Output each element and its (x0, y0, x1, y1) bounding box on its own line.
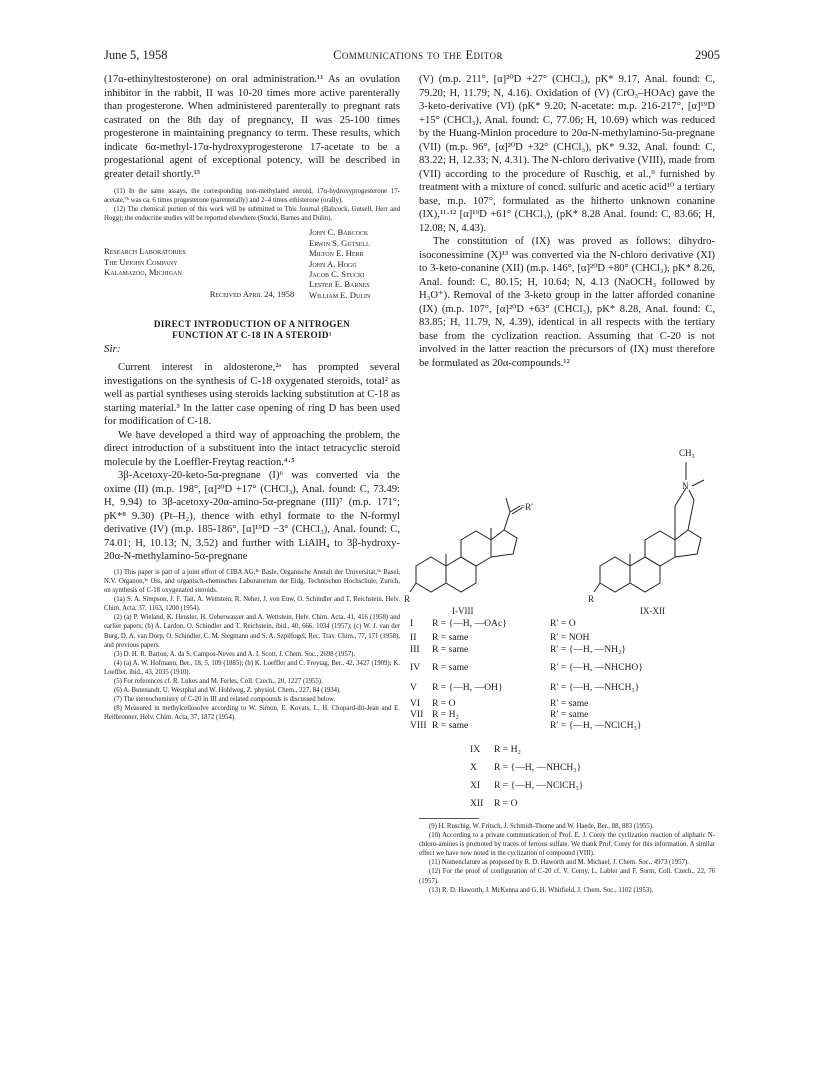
paragraph: We have developed a third way of approaching the problem, the direct introduction of a substituent into the intact tetracyclic steroid molecule by the Loeffler-Freytag reaction.⁴·⁵ (104, 429, 400, 468)
author-name: Erwin S. Gutsell (309, 237, 370, 248)
running-header-title: Communications to the Editor (333, 48, 503, 62)
footnote: (10) According to a private communication of Prof. E. J. Corey the cyclization reaction of aliphatic N-chloro-amines is promoted by traces of ferrous sulfate. We thank Prof. Corey for this information. A similar effect we have now noted in the cyclization of compound (VIII). (419, 832, 715, 858)
r-label: R (588, 594, 595, 604)
author-name: Jacob C. Stucki (309, 269, 365, 279)
author-name: Milton E. Herr (309, 248, 364, 259)
compound-number: II (410, 632, 417, 643)
left-column (104, 73, 400, 722)
compound-number: VI (410, 698, 421, 709)
page-number: 2905 (695, 48, 720, 62)
right-footnotes (419, 822, 715, 895)
r-label: R (404, 594, 411, 604)
compound-number: III (410, 644, 420, 655)
r-value: R = same (432, 662, 469, 673)
paragraph: The constitution of (IX) was proved as follows: dihydro-isoconessimine (X)¹³ was converted via the N-chloro derivative (XI) to 3-keto-conanine (XII) (m.p. 146°, [α]²⁰D +80° (CHCl₃), pK* 8.26, Anal. found: C, 80.15; H, 10.64; N, 4.13 (NaOCH₃ followed by H₃O⁺). Removal of the 3-keto group in the latter afforded conanine (IX) (m.p. 107°, [α]²⁰D +63° (CHCl₃), pK* 8.28, Anal. found: C, 83.85; H, 11.79, N, 4.39), identical in all respects with the tertiary base from the cyclization reaction. Assuming that C-20 is not involved in the latter reaction the precursors of (IX) must therefore be formulated as 20α-compounds.¹² (419, 236, 715, 369)
author-name: William E. Dulin (309, 289, 371, 300)
footnote: (11) Nomenclature as proposed by R. D. Haworth and M. Michael, J. Chem. Soc., 4973 (1957). (429, 859, 689, 867)
r-prime-label: =R′ (520, 502, 534, 512)
r-value: R = {—H, —NClCH₃} (494, 780, 584, 791)
footnote: (13) R. D. Haworth, J. McKenna and G. H. Whitfield, J. Chem. Soc., 1102 (1953). (429, 886, 654, 894)
r-prime-value: R′ = same (550, 698, 589, 709)
r-value: R = O (432, 698, 456, 709)
footnote: (4) (a) A. W. Hofmann, Ber., 18, 5, 109 (1885); (b) K. Loeffler and C. Freytag, Ber., 42, 3427 (1909); K. Loeffler, ibid., 43, 2035 (1910). (104, 659, 400, 676)
footnote: (2) (a) P. Wieland, K. Heusler, H. Ueberwasser and A. Wettstein, Helv. Chim. Acta, 41, 416 (1958) and earlier papers; (b) A. Lardon, O. Schindler and T. Reichstein, ibid., 40, 666, 1034 (1957); (c) W. J. van der Burg, D. A. van Dorp, O. Schindler, C. M. Siegmann and S. A. Szpilfogel, Rec. Trav. Chim., 77, 171 (1958), and previous papers. (104, 614, 400, 649)
substituent-table (410, 618, 720, 818)
article-title-line: FUNCTION AT C-18 IN A STEROID¹ (172, 330, 332, 341)
steroid-structure-figure (404, 434, 724, 644)
r-prime-value: R′ = {—H, —NHCHO} (550, 662, 643, 673)
compound-number: X (470, 762, 477, 773)
r-value: R = H₂ (494, 744, 521, 755)
r-prime-value: R′ = O (550, 618, 576, 629)
footnote: (3) D. H. R. Barton, A. da S. Campos-Neves and A. I. Scott, J. Chem. Soc., 2698 (1957). (114, 650, 356, 658)
received-date: Received April 24, 1958 (209, 289, 295, 300)
footnote: (5) For references cf. R. Lukes and M. Ferles, Coll. Czech., 20, 1227 (1955). (114, 678, 323, 685)
author-name: John A. Hogg (309, 258, 357, 269)
compound-number: VII (410, 709, 424, 720)
paragraph: (V) (m.p. 211°, [α]²⁰D +27° (CHCl₃), pK* 9.17, Anal. found: C, 79.20; H, 11.79; N, 4.16). Oxidation of (V) (CrO₃–HOAc) gave the 3-keto-derivative (VI) (pK* 9.20; N-acetate: m.p. 216-217°, [α]¹⁹D +15° (CHCl₃), Anal. found: C, 77.06; H, 10.69) which was reduced by the Huang-Minlon procedure to 20α-N-methylamino-5α-pregnane (VII) (m.p. 96°, [α]²⁰D +32° (CHCl₃), pK* 9.32, Anal. found: C, 83.22; H, 12.33; N, 4.31). The N-chloro derivative (VIII), made from (VII) according to the procedure of Ruschig, et al.,⁹ furnished by treatment with a mixture of concd. sulfuric and acetic acid¹⁰ a tertiary base, m.p. 107°, formulated as the hitherto unknown conanine (IX),¹¹·¹² [α]¹⁹D +61° (CHCl₃), (pK* 8.28 Anal. found: C, 83.66; H, 12.08; N, 4.43). (419, 74, 715, 234)
r-value: R = {—H, —OH} (432, 682, 503, 693)
paragraph: Current interest in aldosterone,²ᵃ has prompted several investigations on the synthesis of C-18 oxygenated steroids, total² as well as partial syntheses using steroids lacking substitution at C-18 as starting material.³ In the latter case opening of ring D has been used for modification of C-18. (104, 362, 400, 428)
r-value: R = O (494, 798, 518, 809)
footnote: (6) A. Butenandt, U. Westphal and W. Hohlweg, Z. physiol. Chem., 227, 84 (1934). (114, 687, 342, 695)
figure-caption: I-VIII (452, 606, 474, 616)
r-value: R = {—H, —NHCH₃} (494, 762, 582, 773)
footnote: (12) For the proof of configuration of C-20 cf. V. Cerny, L. Labler and F. Sorm, Coll. Czech., 22, 76 (1957). (419, 868, 715, 885)
article-title-line: DIRECT INTRODUCTION OF A NITROGEN (153, 319, 351, 330)
right-column (419, 73, 715, 370)
affiliation (104, 246, 186, 277)
running-header-date: June 5, 1958 (104, 48, 168, 62)
affiliation-line: Kalamazoo, Michigan (104, 267, 182, 278)
steroid-skeleton-left (410, 498, 522, 592)
r-prime-value: R′ = {—H, —NHCH₃} (550, 682, 640, 693)
r-prime-value: R′ = same (550, 709, 589, 720)
footnote: (7) The stereochemistry of C-20 in III and related compounds is discussed below. (114, 696, 336, 704)
r-value: R = H₂ (432, 709, 459, 720)
r-value: R = {—H, —OAc} (432, 618, 507, 629)
paragraph: 3β-Acetoxy-20-keto-5α-pregnane (I)⁶ was converted via the oxime (II) (m.p. 198°, [α]²⁰D +17° (CHCl₃), Anal. found: C, 73.49: H, 9.94) to 3β-acetoxy-20α-amino-5α-pregnane (III)⁷ (m.p. 171°; pK*⁸ 9.30) (Pt–H₂), thence with ethyl formate to the N-formyl derivative (IV) (m.p. 185-186°, [α]¹⁹D −3° (CHCl₃), Anal. found: C, 74.01; H, 10.13; N, 3.52) and further with LiAlH₄ to 3β-hydroxy-20α-N-methylamino-5α-pregnane (104, 470, 400, 563)
footnote: (1a) S. A. Simpson, J. F. Tait, A. Wettstein, R. Neher, J. von Euw, O. Schindler and T. Reichstein, Helv. Chim. Acta, 37, 1163, 1200 (1954). (104, 596, 400, 613)
r-prime-value: R′ = NOH (550, 632, 590, 643)
paragraph: (17α-ethinyltestosterone) on oral administration.¹¹ As an ovulation inhibitor in the rabbit, II was 10-20 times more active parenterally than progesterone. When administered parenterally to pregnant rats castrated on the 8th day of pregnancy, II was 25-100 times progesterone in maintaining pregnancy to term. These results, which indicate 6α-methyl-17α-hydroxyprogesterone 17-acetate to be a progestational agent of exceptional potency, will be described in greater detail shortly.¹³ (104, 74, 400, 180)
compound-number: IX (470, 744, 481, 755)
compound-number: V (410, 682, 417, 693)
article-title (104, 319, 400, 341)
figure-caption: IX-XII (640, 606, 665, 616)
compound-number: XII (470, 798, 484, 809)
methyl-label: CH₃ (679, 448, 695, 458)
author-name: John C. Babcock (309, 227, 369, 238)
nitrogen-label: N (682, 481, 689, 491)
author-name: Lester E. Barnes (309, 279, 370, 290)
footnote: (9) H. Ruschig, W. Fritsch, J. Schmidt-Thome and W. Haede, Ber., 88, 883 (1955). (429, 823, 654, 830)
author-list (309, 227, 370, 300)
r-prime-value: R′ = {—H, —NClCH₃} (550, 720, 642, 731)
footnote: (11) In the same assays, the corresponding non-methylated steroid, 17α-hydroxyprogesterone 17-acetate,⁷ᵇ was ca. 6 times progesterone (parenterally) and 2–4 times ethisterone (orally). (104, 188, 400, 205)
r-value: R = same (432, 720, 469, 731)
salutation: Sir: (104, 343, 121, 356)
compound-number: VIII (410, 720, 427, 731)
affiliation-line: Research Laboratories (104, 246, 186, 257)
footnote: (8) Measured in methylcellosolve according to W. Simon, E. Kovats, L. H. Chopard-dit-Jean and E. Heilbronner, Helv. Chim. Acta, 37, 1872 (1954). (104, 705, 400, 722)
compound-number: XI (470, 780, 481, 791)
footnote-divider (419, 818, 479, 819)
footnote: (1) This paper is part of a joint effort of CIBA AG,¹ᵇ Basle, Organische Anstalt der Universitat,¹ᵇ Basel, N.V. Organon,¹ᵉ Oss, and organisch-chemisches Laboratorium der Eidg. Technischen Hochschule, Zurich, on synthesis of C-18 oxygenated steroids. (104, 568, 400, 595)
r-value: R = same (432, 632, 469, 643)
r-value: R = same (432, 644, 469, 655)
affiliation-line: The Upjohn Company (104, 256, 178, 267)
r-prime-value: R′ = {—H, —NH₂} (550, 644, 627, 655)
footnote: (12) The chemical portion of this work will be submitted to This Journal (Babcock, Gutsell, Herr and Hogg); the endocrine studies will be reported elsewhere (Stucki, Barnes and Dulin). (104, 206, 400, 223)
compound-number: IV (410, 662, 421, 673)
compound-number: I (410, 618, 414, 629)
